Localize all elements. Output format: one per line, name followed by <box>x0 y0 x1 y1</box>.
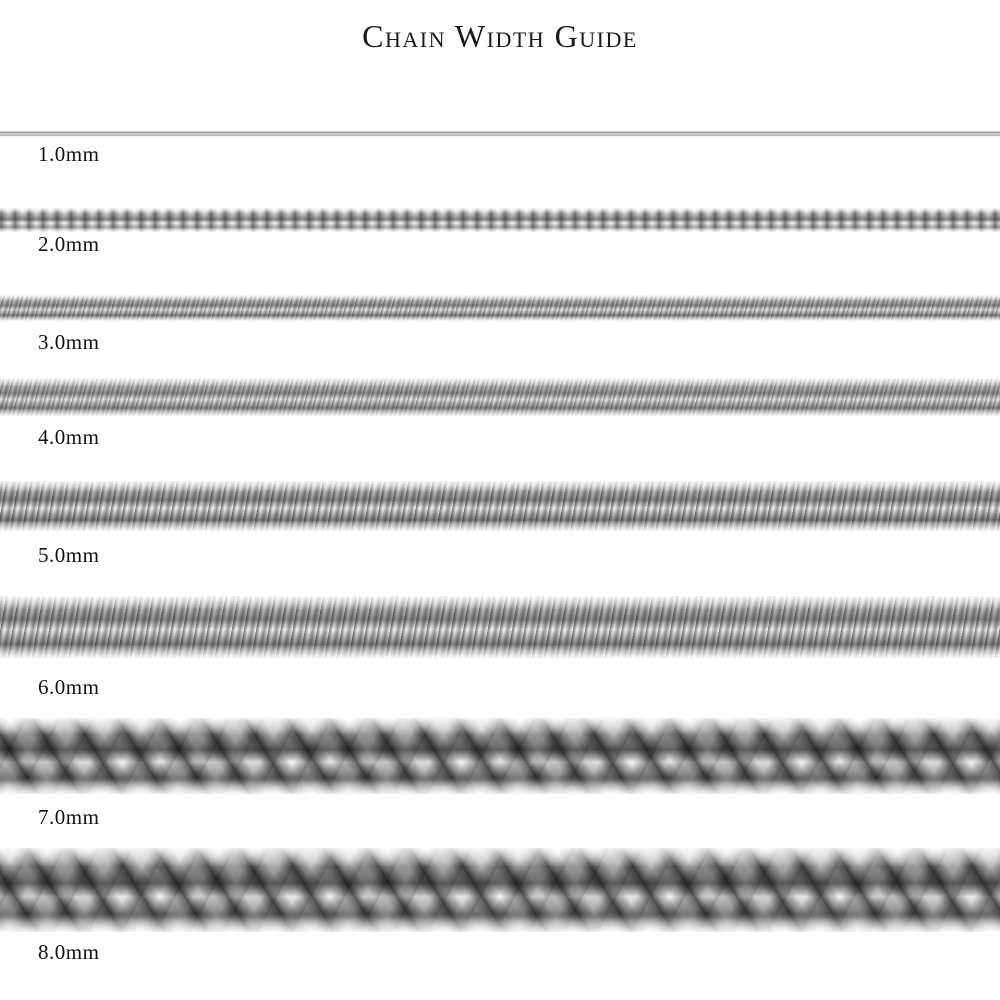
chain-strip-7 <box>0 718 1000 794</box>
chain-strip-2 <box>0 208 1000 232</box>
strip-shading <box>0 481 1000 531</box>
chain-strip-5 <box>0 481 1000 531</box>
chain-strip-6 <box>0 596 1000 658</box>
chain-label: 1.0mm <box>38 142 100 166</box>
chain-strip-8 <box>0 848 1000 932</box>
strip-shading <box>0 208 1000 232</box>
chain-label: 8.0mm <box>38 940 100 964</box>
chain-strip-3 <box>0 295 1000 321</box>
strip-shading <box>0 848 1000 932</box>
strip-shading <box>0 378 1000 416</box>
strip-shading <box>0 130 1000 137</box>
chain-strip-4 <box>0 378 1000 416</box>
page-title: Chain Width Guide <box>362 18 638 54</box>
chain-label: 3.0mm <box>38 330 100 354</box>
chain-label: 6.0mm <box>38 675 100 699</box>
chain-label: 2.0mm <box>38 232 100 256</box>
chain-label: 5.0mm <box>38 543 100 567</box>
chain-strip-1 <box>0 130 1000 137</box>
strip-shading <box>0 596 1000 658</box>
chain-label: 4.0mm <box>38 425 100 449</box>
strip-shading <box>0 295 1000 321</box>
chain-label: 7.0mm <box>38 805 100 829</box>
strip-shading <box>0 718 1000 794</box>
